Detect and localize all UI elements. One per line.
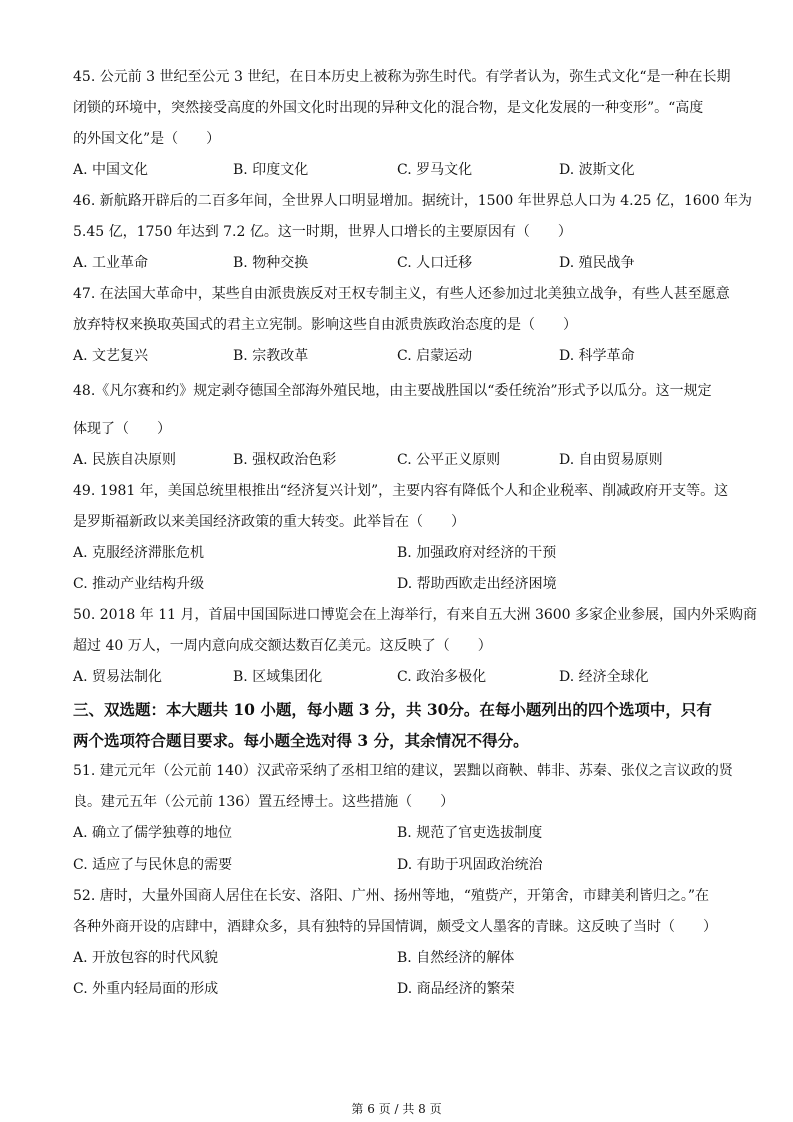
- option-c: C. 罗马文化: [397, 162, 473, 178]
- option-c: C. 政治多极化: [397, 669, 487, 685]
- question-text: 良。建元五年（公元前 136）置五经博士。这些措施（ ）: [73, 794, 455, 810]
- question-text: 49. 1981 年，美国总统里根推出“经济复兴计划”，主要内容有降低个人和企业税率、削减政府开支等。这: [73, 483, 729, 499]
- question-text: 51. 建元元年（公元前 140）汉武帝采纳了丞相卫绾的建议，罢黜以商鞅、韩非、苏秦、张仪之言议政的贤: [73, 763, 733, 779]
- option-c: C. 外重内轻局面的形成: [73, 981, 219, 997]
- option-d: D. 自由贸易原则: [559, 452, 663, 468]
- option-b: B. 区域集团化: [233, 669, 323, 685]
- option-d: D. 商品经济的繁荣: [397, 981, 515, 997]
- option-a: A. 文艺复兴: [73, 348, 149, 364]
- option-a: A. 克服经济滞胀危机: [73, 545, 205, 561]
- question-text: 45. 公元前 3 世纪至公元 3 世纪，在日本历史上被称为弥生时代。有学者认为，弥生式文化“是一种在长期: [73, 69, 731, 85]
- option-d: D. 帮助西欧走出经济困境: [397, 576, 557, 592]
- option-a: A. 贸易法制化: [73, 669, 163, 685]
- question-text: 47. 在法国大革命中，某些自由派贵族反对王权专制主义，有些人还参加过北美独立战争，有些人甚至愿意: [73, 286, 730, 302]
- option-d: D. 殖民战争: [559, 255, 635, 271]
- option-b: B. 加强政府对经济的干预: [397, 545, 557, 561]
- option-b: B. 自然经济的解体: [397, 950, 515, 966]
- option-d: D. 波斯文化: [559, 162, 635, 178]
- option-c: C. 人口迁移: [397, 255, 473, 271]
- section-heading-line: 三、双选题：本大题共 10 小题，每小题 3 分，共 30分。在每小题列出的四个选项中，只有: [73, 700, 712, 719]
- option-b: B. 强权政治色彩: [233, 452, 337, 468]
- question-text: 52. 唐时，大量外国商人居住在长安、洛阳、广州、扬州等地，“殖赀产，开第舍，市肆美利皆归之。”在: [73, 888, 710, 904]
- option-c: C. 启蒙运动: [397, 348, 473, 364]
- option-d: D. 经济全球化: [559, 669, 649, 685]
- option-b: B. 规范了官吏选拔制度: [397, 825, 543, 841]
- question-text: 超过 40 万人，一周内意向成交额达数百亿美元。这反映了（ ）: [73, 638, 492, 654]
- option-d: D. 有助于巩固政治统治: [397, 857, 543, 873]
- page-number: 第 6 页 / 共 8 页: [351, 1102, 442, 1116]
- question-text: 是罗斯福新政以来美国经济政策的重大转变。此举旨在（ ）: [73, 514, 465, 530]
- question-text: 46. 新航路开辟后的二百多年间，全世界人口明显增加。据统计，1500 年世界总人口为 4.25 亿，1600 年为: [73, 193, 752, 209]
- option-b: B. 物种交换: [233, 255, 309, 271]
- section-heading-line: 两个选项符合题目要求。每小题全选对得 3 分，其余情况不得分。: [73, 731, 529, 750]
- option-c: C. 公平正义原则: [397, 452, 501, 468]
- question-text: 各种外商开设的店肆中，酒肆众多，具有独特的异国情调，颇受文人墨客的青睐。这反映了当时（ ）: [73, 919, 717, 935]
- question-text: 体现了（ ）: [73, 421, 171, 437]
- question-text: 50. 2018 年 11 月，首届中国国际进口博览会在上海举行，有来自五大洲 3600 多家企业参展，国内外采购商: [73, 607, 758, 623]
- option-a: A. 确立了儒学独尊的地位: [73, 825, 233, 841]
- option-d: D. 科学革命: [559, 348, 635, 364]
- question-text: 48.《凡尔赛和约》规定剥夺德国全部海外殖民地，由主要战胜国以“委任统治”形式予以瓜分。这一规定: [73, 383, 712, 399]
- option-a: A. 民族自决原则: [73, 452, 177, 468]
- question-text: 5.45 亿，1750 年达到 7.2 亿。这一时期，世界人口增长的主要原因有（ ）: [73, 224, 572, 240]
- option-a: A. 开放包容的时代风貌: [73, 950, 219, 966]
- question-text: 闭锁的环境中，突然接受高度的外国文化时出现的异种文化的混合物，是文化发展的一种变形”。“高度: [73, 100, 704, 116]
- option-b: B. 宗教改革: [233, 348, 309, 364]
- option-c: C. 推动产业结构升级: [73, 576, 205, 592]
- question-text: 放弃特权来换取英国式的君主立宪制。影响这些自由派贵族政治态度的是（ ）: [73, 317, 577, 333]
- option-a: A. 中国文化: [73, 162, 149, 178]
- question-text: 的外国文化”是（ ）: [73, 131, 221, 147]
- option-c: C. 适应了与民休息的需要: [73, 857, 233, 873]
- option-a: A. 工业革命: [73, 255, 149, 271]
- option-b: B. 印度文化: [233, 162, 309, 178]
